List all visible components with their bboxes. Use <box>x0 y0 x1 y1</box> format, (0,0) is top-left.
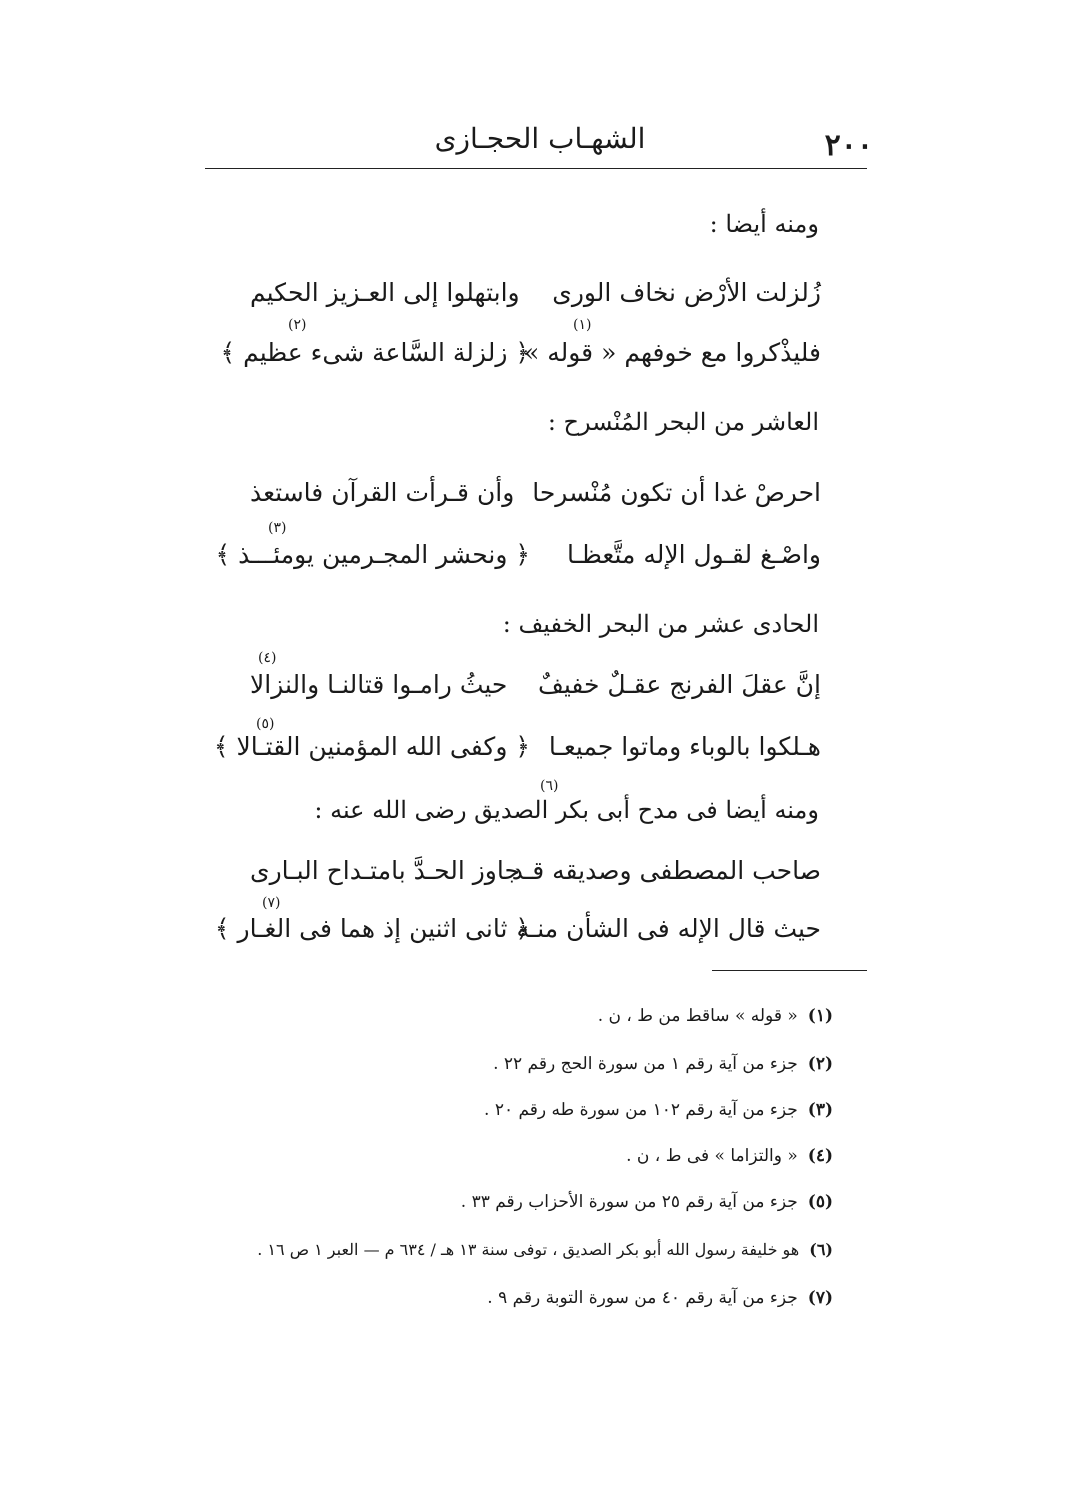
section-intro-3: الحادى عشر من البحر الخفيف : <box>502 610 819 638</box>
footnote-text: جزء من آية رقم ٤٠ من سورة التوبة رقم ٩ . <box>487 1288 798 1308</box>
footnote-ref-1: (١) <box>573 317 592 333</box>
footnote-number: (٥) <box>807 1192 833 1212</box>
footnote-6 <box>257 1240 833 1259</box>
footnote-text: جزء من آية رقم ١٠٢ من سورة طه رقم ٢٠ . <box>484 1100 798 1120</box>
verse-7 <box>250 856 821 906</box>
verse-2-first-hemistich: فليذْكروا مع خوفهم « قوله » <box>524 338 821 367</box>
verse-3-first-hemistich: احرصْ غدا أن تكون مُنْسرحا <box>532 478 821 507</box>
header-divider <box>205 168 867 169</box>
page-number: ٢٠٠ <box>824 128 873 163</box>
footnote-1 <box>598 1006 833 1026</box>
verse-4 <box>215 540 821 590</box>
footnote-text: جزء من آية رقم ١ من سورة الحج رقم ٢٢ . <box>493 1054 798 1074</box>
footnote-ref-2: (٢) <box>288 317 307 333</box>
verse-6-first-hemistich: هـلكوا بالوباء وماتوا جميعـا <box>548 732 821 761</box>
footnote-text: هو خليفة رسول الله أبو بكر الصديق ، توفى سنة ١٣ هـ / ٦٣٤ م — العبر ١ ص ١٦ . <box>257 1240 800 1259</box>
verse-5 <box>250 670 821 720</box>
footnote-ref-6: (٦) <box>540 778 559 794</box>
footnote-ref-5: (٥) <box>256 716 275 732</box>
verse-4-second-hemistich: ﴿ ونحشر المجـرمين يومئـــذ ﴾ <box>215 540 530 569</box>
verse-7-first-hemistich: صاحب المصطفى وصديقه قـد <box>511 856 821 885</box>
verse-7-second-hemistich: جاوز الحـدَّ بامتـداح البـارى <box>250 856 520 885</box>
footnote-number: (٤) <box>807 1146 833 1166</box>
verse-5-first-hemistich: إنَّ عقلَ الفرنج عقـلٌ خفيفٌ <box>537 670 821 699</box>
verse-1-second-hemistich: وابتهلوا إلى العـزيز الحكيم <box>250 278 520 307</box>
footnote-text: « والتزاما » فى ط ، ن . <box>626 1146 798 1166</box>
verse-6-second-hemistich: ﴿ وكفى الله المؤمنين القتـالا ﴾ <box>213 732 530 761</box>
verse-3-second-hemistich: وأن قـرأت القرآن فاستعذ <box>250 478 515 507</box>
footnote-ref-3: (٣) <box>268 520 287 536</box>
verse-8 <box>214 914 821 964</box>
footnote-5 <box>461 1192 833 1212</box>
footnote-2 <box>493 1054 833 1074</box>
footnote-text: « قوله » ساقط من ط ، ن . <box>597 1006 798 1026</box>
footnote-number: (٦) <box>809 1240 833 1259</box>
verse-1-first-hemistich: زُلزلت الأرْض نخاف الورى <box>552 278 821 307</box>
verse-1 <box>250 278 821 328</box>
verse-5-second-hemistich: حيثُ رامـوا قتالنـا والنزالا <box>250 670 508 699</box>
running-title: الشهـاب الحجـازى <box>434 122 646 155</box>
footnote-7 <box>487 1288 833 1308</box>
footnote-text: جزء من آية رقم ٢٥ من سورة الأحزاب رقم ٣٣ . <box>460 1192 798 1212</box>
footnote-ref-4: (٤) <box>258 650 277 666</box>
section-intro-1: ومنه أيضا : <box>709 210 819 238</box>
footnote-4 <box>626 1146 833 1166</box>
verse-4-first-hemistich: واصْـغ لقـول الإله متَّعظـا <box>566 540 821 569</box>
footnote-number: (٢) <box>807 1054 833 1074</box>
footnote-number: (٣) <box>807 1100 833 1120</box>
verse-6 <box>213 732 821 782</box>
footnote-3 <box>484 1100 833 1120</box>
footnote-ref-7: (٧) <box>262 895 281 911</box>
verse-3 <box>250 478 821 528</box>
section-intro-2: العاشر من البحر المُنْسرح : <box>547 408 819 436</box>
verse-2-second-hemistich: ﴿ زلزلة السَّاعة شىء عظيم ﴾ <box>220 338 530 367</box>
footnote-number: (٧) <box>807 1288 833 1308</box>
verse-8-second-hemistich: ﴿ ثانى اثنين إذ هما فى الغـار ﴾ <box>214 914 530 943</box>
footnote-number: (١) <box>807 1006 833 1026</box>
footnote-divider <box>712 970 867 971</box>
section-intro-4: ومنه أيضا فى مدح أبى بكر الصديق رضى الله عنه : <box>314 796 819 824</box>
verse-2 <box>220 338 821 388</box>
verse-8-first-hemistich: حيث قال الإله فى الشأن منـه <box>516 914 821 943</box>
